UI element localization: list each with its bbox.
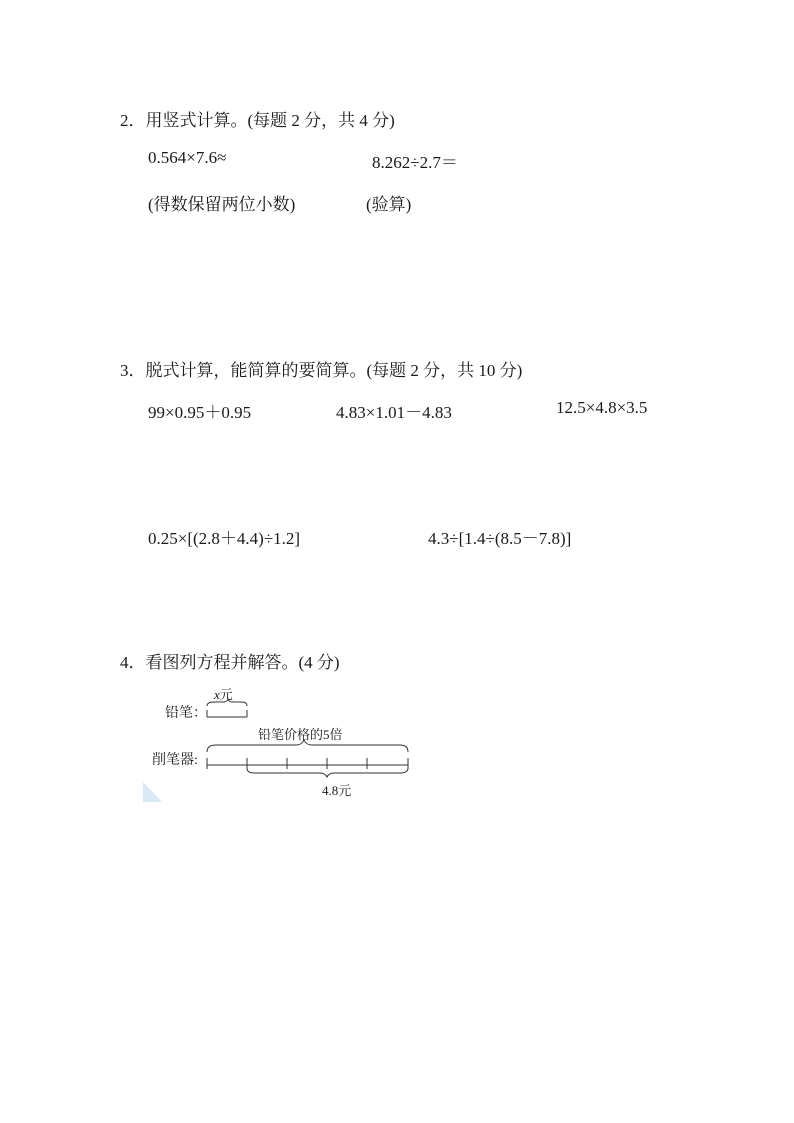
question-3-title: 3．脱式计算，能简算的要简算。(每题 2 分，共 10 分) [120,361,523,380]
q3-expression-1: 99×0.95＋0.95 [148,403,252,422]
q2-expression-2: 8.262÷2.7＝ [372,153,458,172]
q3-expression-4: 0.25×[(2.8＋4.4)÷1.2] [148,529,301,548]
question-2-title: 2．用竖式计算。(每题 2 分，共 4 分) [120,111,395,130]
q2-note-round: (得数保留两位小数) [148,195,296,214]
q3-expression-2: 4.83×1.01－4.83 [336,403,452,422]
multiple-brace-label: 铅笔价格的5倍 [258,727,343,742]
sharpener-segment [207,740,408,777]
q2-note-verify: (验算) [366,195,412,214]
pencil-unit: 元 [219,687,233,702]
sharpener-row-label: 削笔器: [152,753,198,768]
q2-expression-1: 0.564×7.6≈ [148,148,227,167]
question-4-title: 4．看图列方程并解答。(4 分) [120,653,340,672]
q3-expression-5: 4.3÷[1.4÷(8.5－7.8)] [428,529,572,548]
corner-shade [143,782,162,802]
q3-expression-3: 12.5×4.8×3.5 [556,398,648,417]
total-price-label: 4.8元 [322,783,352,798]
pencil-row-label: 铅笔： [165,706,207,721]
pencil-variable: x [214,687,220,702]
pencil-price-label [214,684,233,703]
